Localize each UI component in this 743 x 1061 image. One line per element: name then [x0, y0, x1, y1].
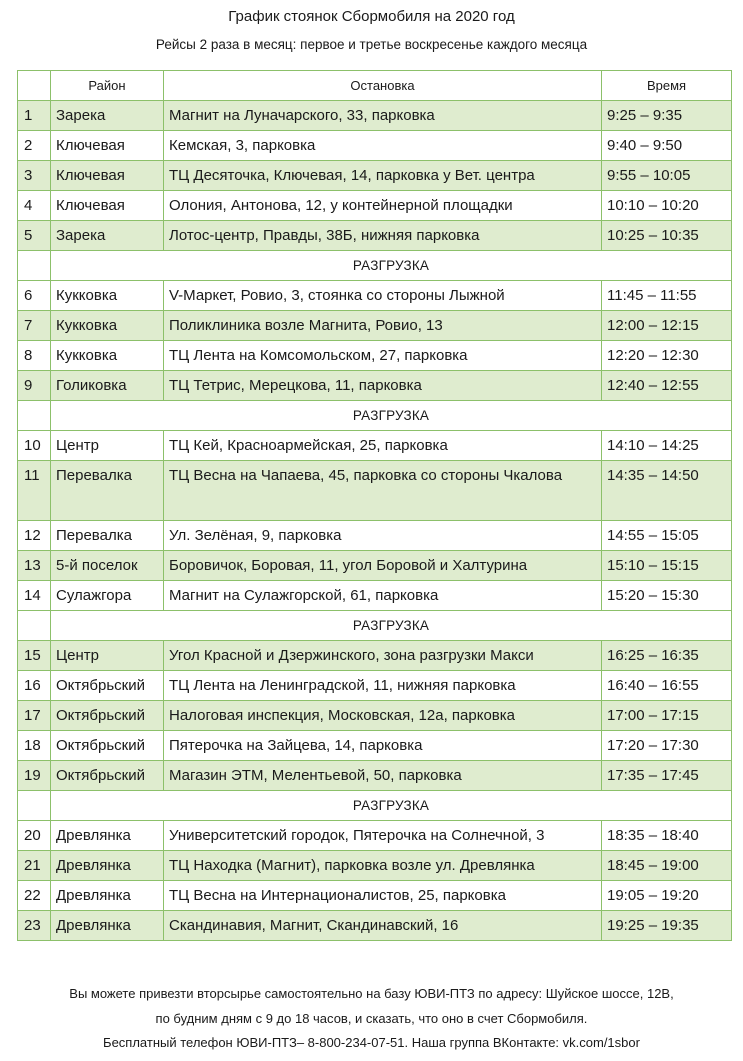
stop-location: Магнит на Сулажгорской, 61, парковка	[164, 581, 602, 611]
stop-time: 15:10 – 15:15	[602, 551, 732, 581]
unload-label: РАЗГРУЗКА	[51, 791, 732, 821]
stop-number: 23	[18, 911, 51, 941]
stop-district: Центр	[51, 431, 164, 461]
stop-time: 14:55 – 15:05	[602, 521, 732, 551]
table-row	[18, 761, 732, 791]
column-header-time: Время	[602, 71, 732, 101]
stop-location: Университетский городок, Пятерочка на Солнечной, 3	[164, 821, 602, 851]
stop-district: Кукковка	[51, 341, 164, 371]
stop-number: 1	[18, 101, 51, 131]
stop-district: Зарека	[51, 221, 164, 251]
stop-time: 15:20 – 15:30	[602, 581, 732, 611]
table-row	[18, 641, 732, 671]
stop-time: 9:25 – 9:35	[602, 101, 732, 131]
stop-location: Олония, Антонова, 12, у контейнерной площадки	[164, 191, 602, 221]
stop-location: Угол Красной и Дзержинского, зона разгрузки Макси	[164, 641, 602, 671]
table-row	[18, 131, 732, 161]
stop-number: 5	[18, 221, 51, 251]
stop-district: Сулажгора	[51, 581, 164, 611]
table-row	[18, 221, 732, 251]
stop-time: 19:05 – 19:20	[602, 881, 732, 911]
table-row	[18, 671, 732, 701]
stop-time: 18:45 – 19:00	[602, 851, 732, 881]
stop-location: Магазин ЭТМ, Мелентьевой, 50, парковка	[164, 761, 602, 791]
unload-label: РАЗГРУЗКА	[51, 251, 732, 281]
stop-time: 10:10 – 10:20	[602, 191, 732, 221]
stop-location: V-Маркет, Ровио, 3, стоянка со стороны Лыжной	[164, 281, 602, 311]
stop-location: Налоговая инспекция, Московская, 12а, парковка	[164, 701, 602, 731]
stop-time: 12:00 – 12:15	[602, 311, 732, 341]
unload-row	[18, 611, 732, 641]
table-row	[18, 881, 732, 911]
stop-location: Поликлиника возле Магнита, Ровио, 13	[164, 311, 602, 341]
stop-location: Лотос-центр, Правды, 38Б, нижняя парковка	[164, 221, 602, 251]
stop-number: 15	[18, 641, 51, 671]
stop-number: 22	[18, 881, 51, 911]
stop-time: 17:20 – 17:30	[602, 731, 732, 761]
stop-time: 9:40 – 9:50	[602, 131, 732, 161]
stop-number: 7	[18, 311, 51, 341]
stop-district: Перевалка	[51, 521, 164, 551]
table-row	[18, 101, 732, 131]
unload-num-cell	[18, 791, 51, 821]
stop-time: 18:35 – 18:40	[602, 821, 732, 851]
stop-number: 9	[18, 371, 51, 401]
stop-location: ТЦ Кей, Красноармейская, 25, парковка	[164, 431, 602, 461]
table-row	[18, 521, 732, 551]
table-row	[18, 911, 732, 941]
unload-label: РАЗГРУЗКА	[51, 611, 732, 641]
table-header-row	[18, 71, 732, 101]
stop-district: Древлянка	[51, 881, 164, 911]
unload-row	[18, 251, 732, 281]
stop-district: Голиковка	[51, 371, 164, 401]
table-row	[18, 341, 732, 371]
stop-number: 2	[18, 131, 51, 161]
stop-district: Ключевая	[51, 191, 164, 221]
stop-time: 19:25 – 19:35	[602, 911, 732, 941]
stop-number: 20	[18, 821, 51, 851]
stop-district: Октябрьский	[51, 761, 164, 791]
stop-district: Центр	[51, 641, 164, 671]
column-header-stop: Остановка	[164, 71, 602, 101]
schedule-table	[17, 70, 732, 941]
stop-district: Кукковка	[51, 281, 164, 311]
stop-district: Октябрьский	[51, 671, 164, 701]
stop-number: 18	[18, 731, 51, 761]
column-header-district: Район	[51, 71, 164, 101]
stop-number: 16	[18, 671, 51, 701]
table-row	[18, 851, 732, 881]
stop-number: 19	[18, 761, 51, 791]
stop-location: Ул. Зелёная, 9, парковка	[164, 521, 602, 551]
stop-number: 11	[18, 461, 51, 521]
stop-time: 17:35 – 17:45	[602, 761, 732, 791]
table-row	[18, 311, 732, 341]
unload-row	[18, 791, 732, 821]
stop-number: 4	[18, 191, 51, 221]
stop-district: Октябрьский	[51, 701, 164, 731]
page-title: График стоянок Сбормобиля на 2020 год	[228, 8, 515, 25]
stop-district: Октябрьский	[51, 731, 164, 761]
stop-number: 13	[18, 551, 51, 581]
stop-district: Зарека	[51, 101, 164, 131]
unload-num-cell	[18, 401, 51, 431]
stop-location: Магнит на Луначарского, 33, парковка	[164, 101, 602, 131]
stop-location: Боровичок, Боровая, 11, угол Боровой и Халтурина	[164, 551, 602, 581]
stop-time: 11:45 – 11:55	[602, 281, 732, 311]
stop-location: ТЦ Находка (Магнит), парковка возле ул. Древлянка	[164, 851, 602, 881]
stop-number: 6	[18, 281, 51, 311]
stop-district: Ключевая	[51, 131, 164, 161]
stop-location: ТЦ Весна на Чапаева, 45, парковка со стороны Чкалова	[164, 461, 602, 521]
table-row	[18, 161, 732, 191]
stop-location: ТЦ Тетрис, Мерецкова, 11, парковка	[164, 371, 602, 401]
stop-time: 14:35 – 14:50	[602, 461, 732, 521]
stop-number: 12	[18, 521, 51, 551]
unload-label: РАЗГРУЗКА	[51, 401, 732, 431]
footer-hours: по будним дням с 9 до 18 часов, и сказать, что оно в счет Сбормобиля.	[155, 1011, 588, 1026]
stop-district: Ключевая	[51, 161, 164, 191]
table-row	[18, 821, 732, 851]
stop-district: Древлянка	[51, 911, 164, 941]
stop-number: 8	[18, 341, 51, 371]
table-row	[18, 461, 732, 521]
table-row	[18, 731, 732, 761]
stop-location: ТЦ Лента на Комсомольском, 27, парковка	[164, 341, 602, 371]
table-row	[18, 581, 732, 611]
stop-number: 3	[18, 161, 51, 191]
stop-district: 5-й поселок	[51, 551, 164, 581]
stop-district: Перевалка	[51, 461, 164, 521]
stop-location: ТЦ Десяточка, Ключевая, 14, парковка у Вет. центра	[164, 161, 602, 191]
schedule-body	[18, 101, 732, 941]
stop-location: Скандинавия, Магнит, Скандинавский, 16	[164, 911, 602, 941]
stop-number: 10	[18, 431, 51, 461]
stop-district: Древлянка	[51, 851, 164, 881]
page-subtitle: Рейсы 2 раза в месяц: первое и третье воскресенье каждого месяца	[155, 37, 588, 52]
stop-number: 17	[18, 701, 51, 731]
table-row	[18, 431, 732, 461]
stop-time: 14:10 – 14:25	[602, 431, 732, 461]
stop-district: Кукковка	[51, 311, 164, 341]
stop-time: 17:00 – 17:15	[602, 701, 732, 731]
unload-num-cell	[18, 611, 51, 641]
table-row	[18, 701, 732, 731]
stop-location: ТЦ Лента на Ленинградской, 11, нижняя парковка	[164, 671, 602, 701]
stop-location: ТЦ Весна на Интернационалистов, 25, парковка	[164, 881, 602, 911]
table-row	[18, 191, 732, 221]
stop-location: Кемская, 3, парковка	[164, 131, 602, 161]
stop-time: 10:25 – 10:35	[602, 221, 732, 251]
stop-time: 12:40 – 12:55	[602, 371, 732, 401]
table-row	[18, 551, 732, 581]
stop-number: 14	[18, 581, 51, 611]
stop-number: 21	[18, 851, 51, 881]
column-header-num	[18, 71, 51, 101]
stop-time: 9:55 – 10:05	[602, 161, 732, 191]
stop-time: 16:25 – 16:35	[602, 641, 732, 671]
unload-num-cell	[18, 251, 51, 281]
stop-time: 16:40 – 16:55	[602, 671, 732, 701]
stop-district: Древлянка	[51, 821, 164, 851]
stop-time: 12:20 – 12:30	[602, 341, 732, 371]
footer-contacts: Бесплатный телефон ЮВИ-ПТЗ– 8-800-234-07-51. Наша группа ВКонтакте: vk.com/1sbor	[103, 1035, 640, 1050]
stop-location: Пятерочка на Зайцева, 14, парковка	[164, 731, 602, 761]
unload-row	[18, 401, 732, 431]
table-row	[18, 371, 732, 401]
table-row	[18, 281, 732, 311]
footer-address: Вы можете привезти вторсырье самостоятельно на базу ЮВИ-ПТЗ по адресу: Шуйское шоссе, 12В,	[69, 986, 674, 1001]
